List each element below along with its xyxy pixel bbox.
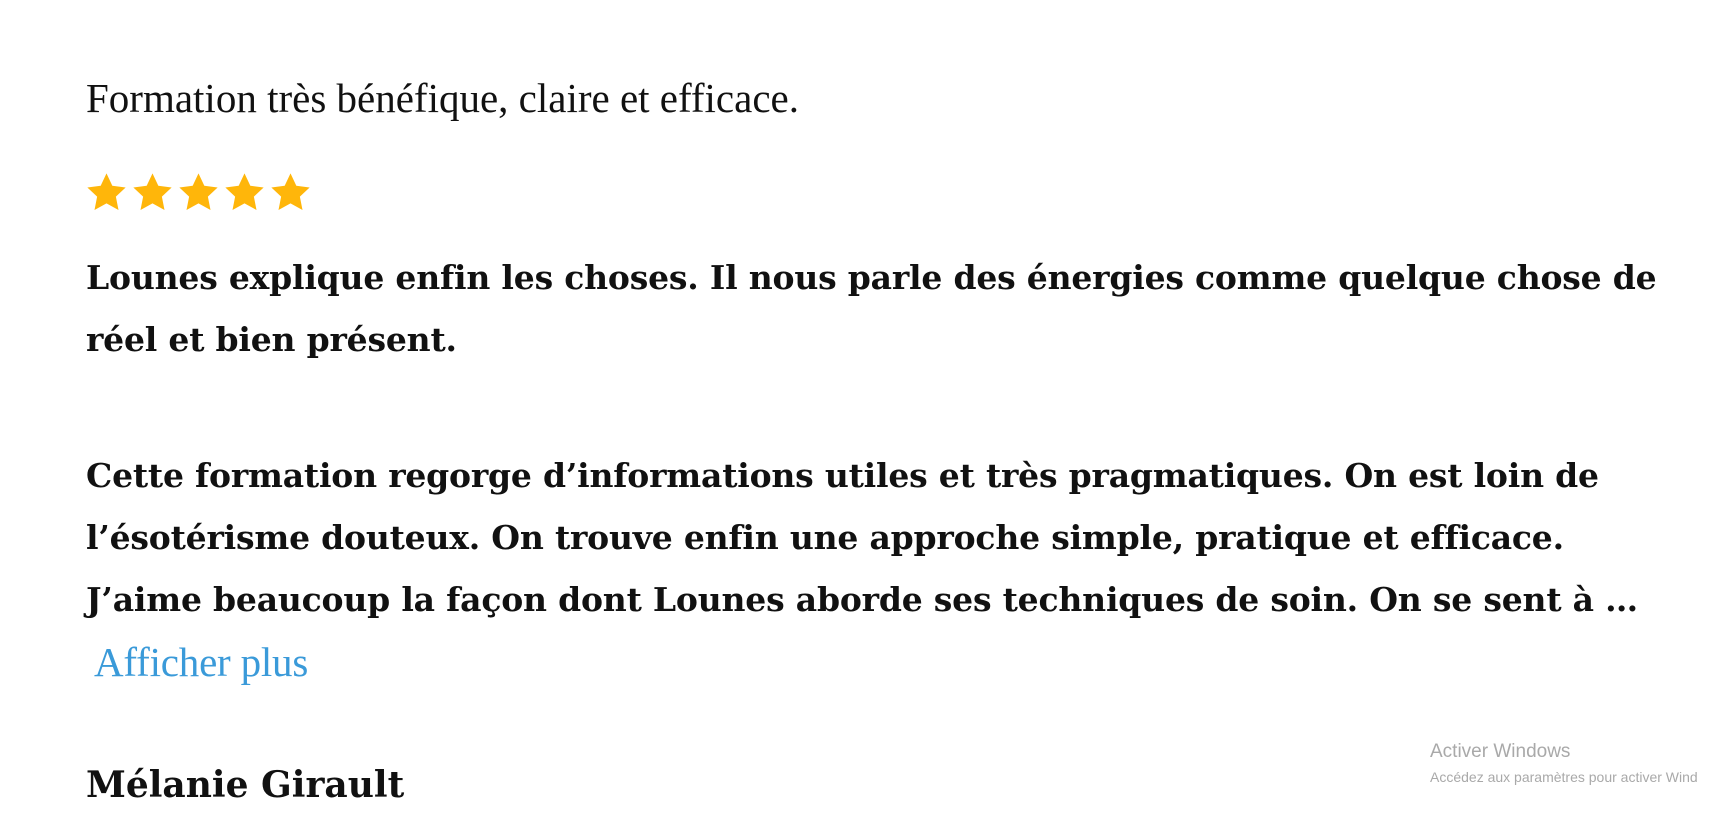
watermark-subtitle: Accédez aux paramètres pour activer Wind (1430, 769, 1698, 785)
star-rating (84, 170, 313, 218)
star-icon (176, 170, 221, 215)
review-paragraph-1 (86, 247, 1666, 371)
windows-activation-watermark (1430, 740, 1698, 786)
star-icon (84, 170, 129, 215)
review-paragraph-1-text: Lounes explique enfin les choses. Il nous parle des énergies comme quelque chose de réel et bien présent. (86, 258, 1657, 359)
show-more-link[interactable]: Afficher plus (94, 639, 309, 685)
star-icon (130, 170, 175, 215)
review-paragraph-2-text: Cette formation regorge d’informations utiles et très pragmatiques. On est loin de l’ésotérisme douteux. On trouve enfin une approche simple, pratique et efficace. J’aime beaucoup la façon dont Lounes aborde ses techniques de soin. On se sent à … (86, 456, 1638, 619)
review-paragraph-2 (86, 445, 1666, 696)
star-icon (222, 170, 267, 215)
review-title: Formation très bénéfique, claire et efficace. (86, 75, 799, 121)
watermark-title: Activer Windows (1430, 741, 1571, 762)
review-author: Mélanie Girault (86, 764, 405, 806)
star-icon (268, 170, 313, 215)
